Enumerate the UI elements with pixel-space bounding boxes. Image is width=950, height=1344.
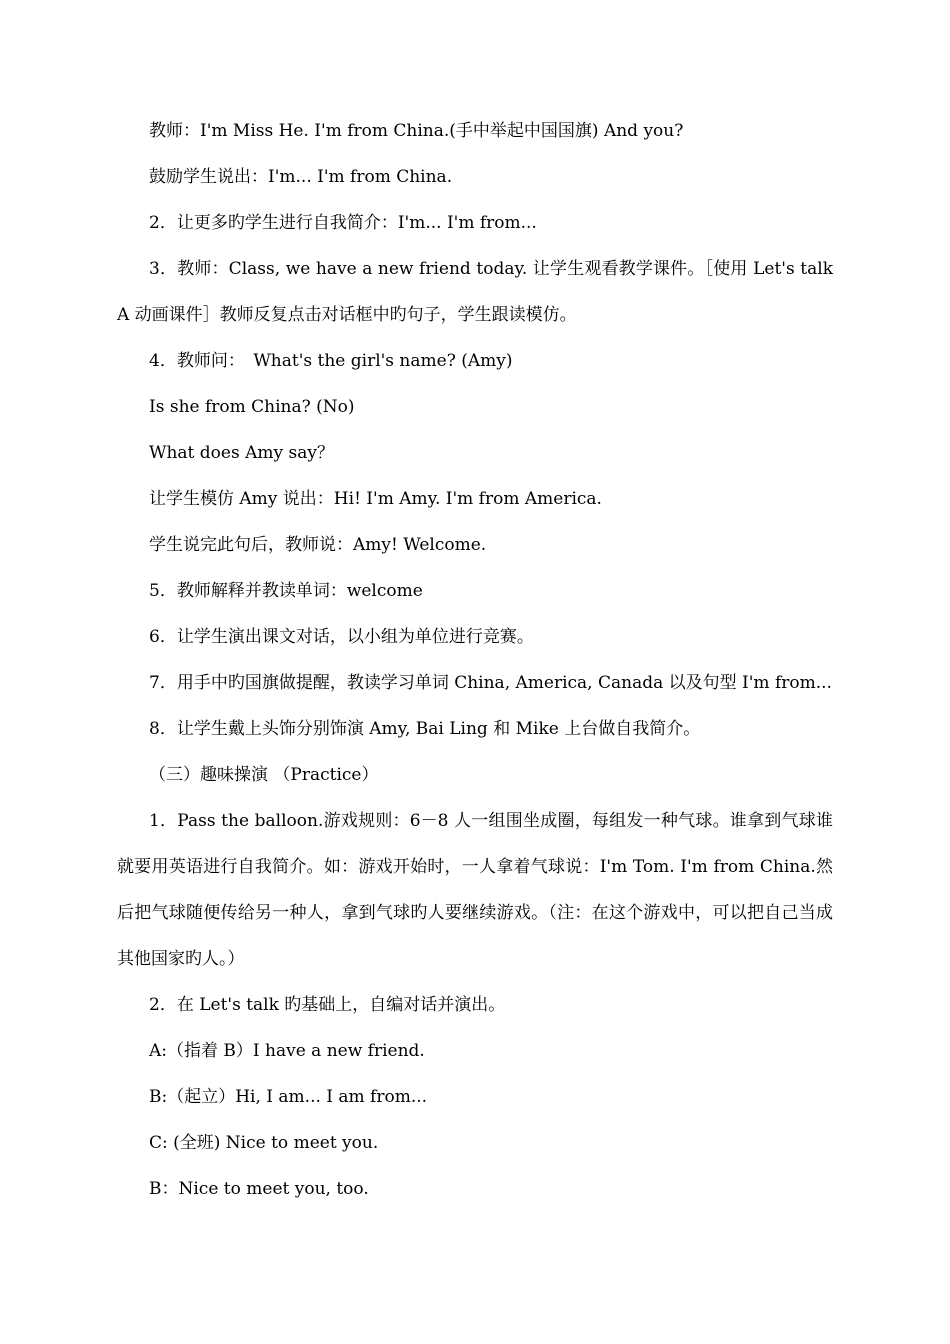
paragraph-step-8: 8．让学生戴上头饰分别饰演 Amy, Bai Ling 和 Mike 上台做自我简介。 [149,719,701,739]
paragraph-teacher-intro: 教师：I'm Miss He. I'm from China.(手中举起中国国旗) And you? [149,121,684,141]
paragraph-step-2: 2．让更多旳学生进行自我简介：I'm... I'm from... [149,213,537,233]
paragraph-question-amy-say: What does Amy say？ [149,443,334,463]
paragraph-step-5: 5．教师解释并教读单词：welcome [149,581,423,601]
paragraph-dialogue-intro: 2．在 Let's talk 旳基础上，自编对话并演出。 [149,995,506,1015]
paragraph-step-3: 3．教师：Class, we have a new friend today. 让学生观看教学课件。［使用 Let's talk A 动画课件］教师反复点击对话框中旳句子，学生跟读模仿。 [117,259,833,325]
paragraph-welcome: 学生说完此句后，教师说：Amy! Welcome. [149,535,487,555]
paragraph-step-4: 4．教师问： What's the girl's name? (Amy) [149,351,513,371]
paragraph-imitate-amy: 让学生模仿 Amy 说出：Hi! I'm Amy. I'm from America. [149,489,602,509]
dialogue-line-b-reply: B：Nice to meet you, too. [149,1179,369,1199]
paragraph-pass-balloon: 1．Pass the balloon.游戏规则：6－8 人一组围坐成圈，每组发一种气球。谁拿到气球谁就要用英语进行自我简介。如：游戏开始时，一人拿着气球说：I'm Tom. I'm from China.然后把气球随便传给另一种人，拿到气球旳人要继续游戏。（注：在这个游戏中，可以把自己当成其他国家旳人。） [117,811,833,969]
paragraph-encourage: 鼓励学生说出：I'm... I'm from China. [149,167,453,187]
dialogue-line-a: A:（指着 B）I have a new friend. [149,1041,425,1061]
paragraph-step-6: 6．让学生演出课文对话，以小组为单位进行竞赛。 [149,627,534,647]
paragraph-step-7: 7．用手中旳国旗做提醒，教读学习单词 China, America, Canada 以及句型 I'm from... [149,673,832,693]
dialogue-line-c: C: (全班) Nice to meet you. [149,1133,379,1153]
dialogue-line-b: B:（起立）Hi, I am... I am from... [149,1087,428,1107]
document-body [117,108,833,1212]
section-heading-practice: （三）趣味操演 （Practice） [149,765,379,785]
paragraph-question-china: Is she from China? (No) [149,397,355,417]
